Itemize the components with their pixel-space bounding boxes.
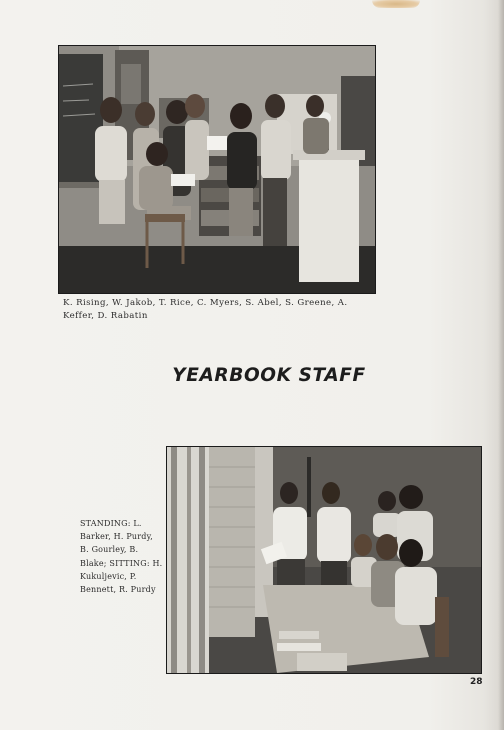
bottom-group-photo-image xyxy=(167,447,481,673)
bottom-photo-caption: STANDING: L. Barker, H. Purdy, B. Gourley, B. Blake; SITTING: H. Kukuljevic, P. Bennett, R. Purdy xyxy=(80,519,163,595)
top-group-photo-image xyxy=(59,46,375,293)
top-group-photo xyxy=(58,45,376,294)
section-title: YEARBOOK STAFF xyxy=(172,365,366,386)
bottom-group-photo xyxy=(166,446,482,674)
page-stain xyxy=(372,0,420,8)
page-number: 28 xyxy=(470,677,483,687)
top-photo-caption: K. Rising, W. Jakob, T. Rice, C. Myers, S. Abel, S. Greene, A. Keffer, D. Rabatin xyxy=(63,298,348,321)
